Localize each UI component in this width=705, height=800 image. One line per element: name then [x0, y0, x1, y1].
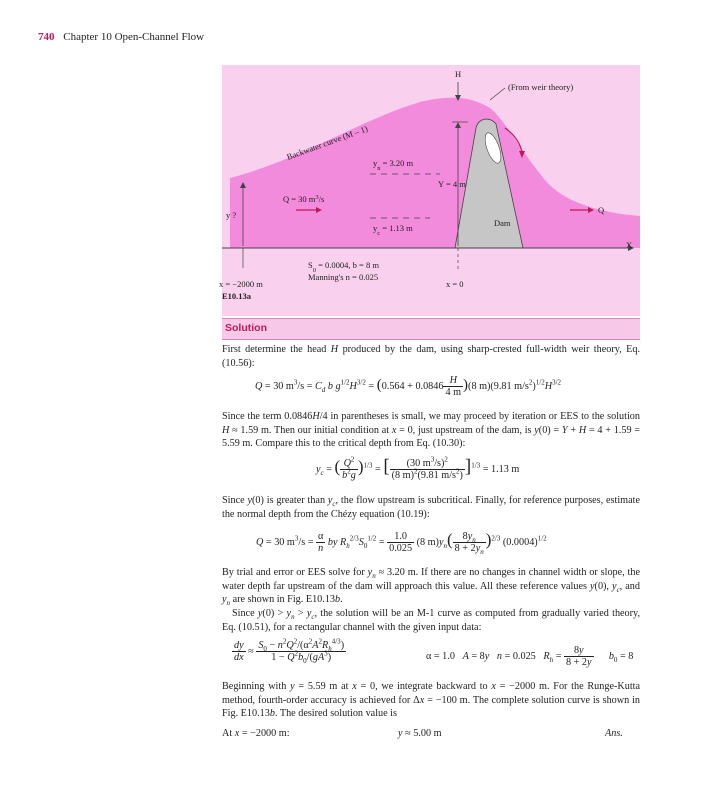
chapter-title: Chapter 10 Open-Channel Flow [63, 31, 205, 43]
label-Q: Q = 30 $m^3/s$ [283, 193, 325, 204]
label-yc: $y_c = 1.13$ m [373, 223, 413, 237]
paragraph-6: Beginning with y = 5.59 m at x = 0, we integrate backward to x = −2000 m. For the Runge-Kutta method, fourth-order accuracy is achieved for Δx = −100 m. The complete solution curve is shown in Fig. E10.13b. The desired solution value is [222, 681, 640, 720]
equation-weir: Q = 30 $m^3/s = C_d$ b $g^{1/2}H^{3/2} = (0.564 + 0.0846$ $\frac{H}{4 m}$ )(8 m)(9.81 $m/s^2)^{1/2}H^{3/2}$ [255, 375, 562, 398]
equation-critical-depth: $y_c$ = ( $\frac{Q^2}{b^2g}$ )$^{1/3}$ = [ $\frac{(30 m^3/s)^2}{(8 m)^2(9.81 m/s^2)}$ ]$^{1/3}$ = 1.13 m [316, 455, 520, 482]
answer-value: y ≈ 5.00 m [398, 728, 442, 739]
equation-gvf: $\frac{dy}{dx}$ ≈ $\frac{S_0 - n^2Q^2/(\alpha^2A^2R_h^{4/3})}{1 - Q^2b_0/(gA^3)}$ [234, 637, 345, 666]
label-y-unknown: y ? [226, 210, 237, 220]
label-Y: Y = 4 m [438, 179, 466, 189]
solution-title: Solution [225, 322, 267, 334]
label-x-left: x = −2000 m [219, 279, 263, 289]
answer-location: At x = −2000 m: [222, 728, 290, 739]
figure-e10-13a [0, 0, 705, 320]
page-number: 740 [38, 31, 55, 43]
label-X: X [626, 240, 633, 250]
label-Q-right: Q [598, 205, 605, 215]
label-weir-theory: (From weir theory) [508, 82, 574, 92]
paragraph-3: Since y(0) is greater than $y_c$, the flow upstream is subcritical. Finally, for reference purposes, estimate the normal depth from the Chézy equation (10.19): [222, 495, 640, 520]
label-H: H [455, 69, 462, 79]
paragraph-4: By trial and error or EES solve for $y_n \approx 3.20$ m. If there are no changes in channel width or slope, the water depth far upstream of the dam will approach this value. All these reference values y(0), $y_c$, and $y_n$ are shown in Fig. E10.13b. [222, 567, 641, 608]
label-yn: $y_n = 3.20$ m [373, 158, 414, 172]
equation-gvf-inputs: α = 1.0 A = 8y n = 0.025 $R_h$ = $\frac{8y}{8 + 2y}$ $b_0 = 8$ [426, 645, 634, 668]
label-S0-b: $S_0 = 0.0004$, b = 8 m [308, 260, 379, 274]
label-dam: Dam [494, 218, 511, 228]
figure-caption: E10.13a [222, 291, 252, 301]
answer-marker: Ans. [605, 728, 623, 739]
paragraph-1: First determine the head H produced by the dam, using sharp-crested full-width weir theory, Eq. (10.56): [222, 344, 640, 369]
solution-heading-bar [222, 318, 640, 340]
paragraph-5: Since $y(0) > y_n > y_c$, the solution will be an M-1 curve as computed from gradually varied theory, Eq. (10.51), for a rectangular channel with the given input data: [222, 608, 641, 633]
label-x0: x = 0 [446, 279, 464, 289]
label-manning: Manning's n = 0.025 [308, 272, 379, 282]
equation-chezy: Q = 30 $m^3/s$ = $\frac{\alpha}{n}$ by $R_h^{2/3}S_0^{1/2}$ = $\frac{1.0}{0.025}$ (8 $m)y_n$( $\frac{8y_n}{8 + 2y_n}$ )$^{2/3}$ $(0.0004)^{1/2}$ [256, 530, 547, 557]
label-backwater: Backwater curve (M – 1) [285, 123, 369, 162]
paragraph-2: Since the term 0.0846H/4 in parentheses is small, we may proceed by iteration or EES to the solution H ≈ 1.59 m. Then our initial condition at x = 0, just upstream of the dam, is y(0) = Y + H = 4 + 1.59 = 5.59 m. Compare this to the critical depth from Eq. (10.30): [222, 411, 641, 450]
